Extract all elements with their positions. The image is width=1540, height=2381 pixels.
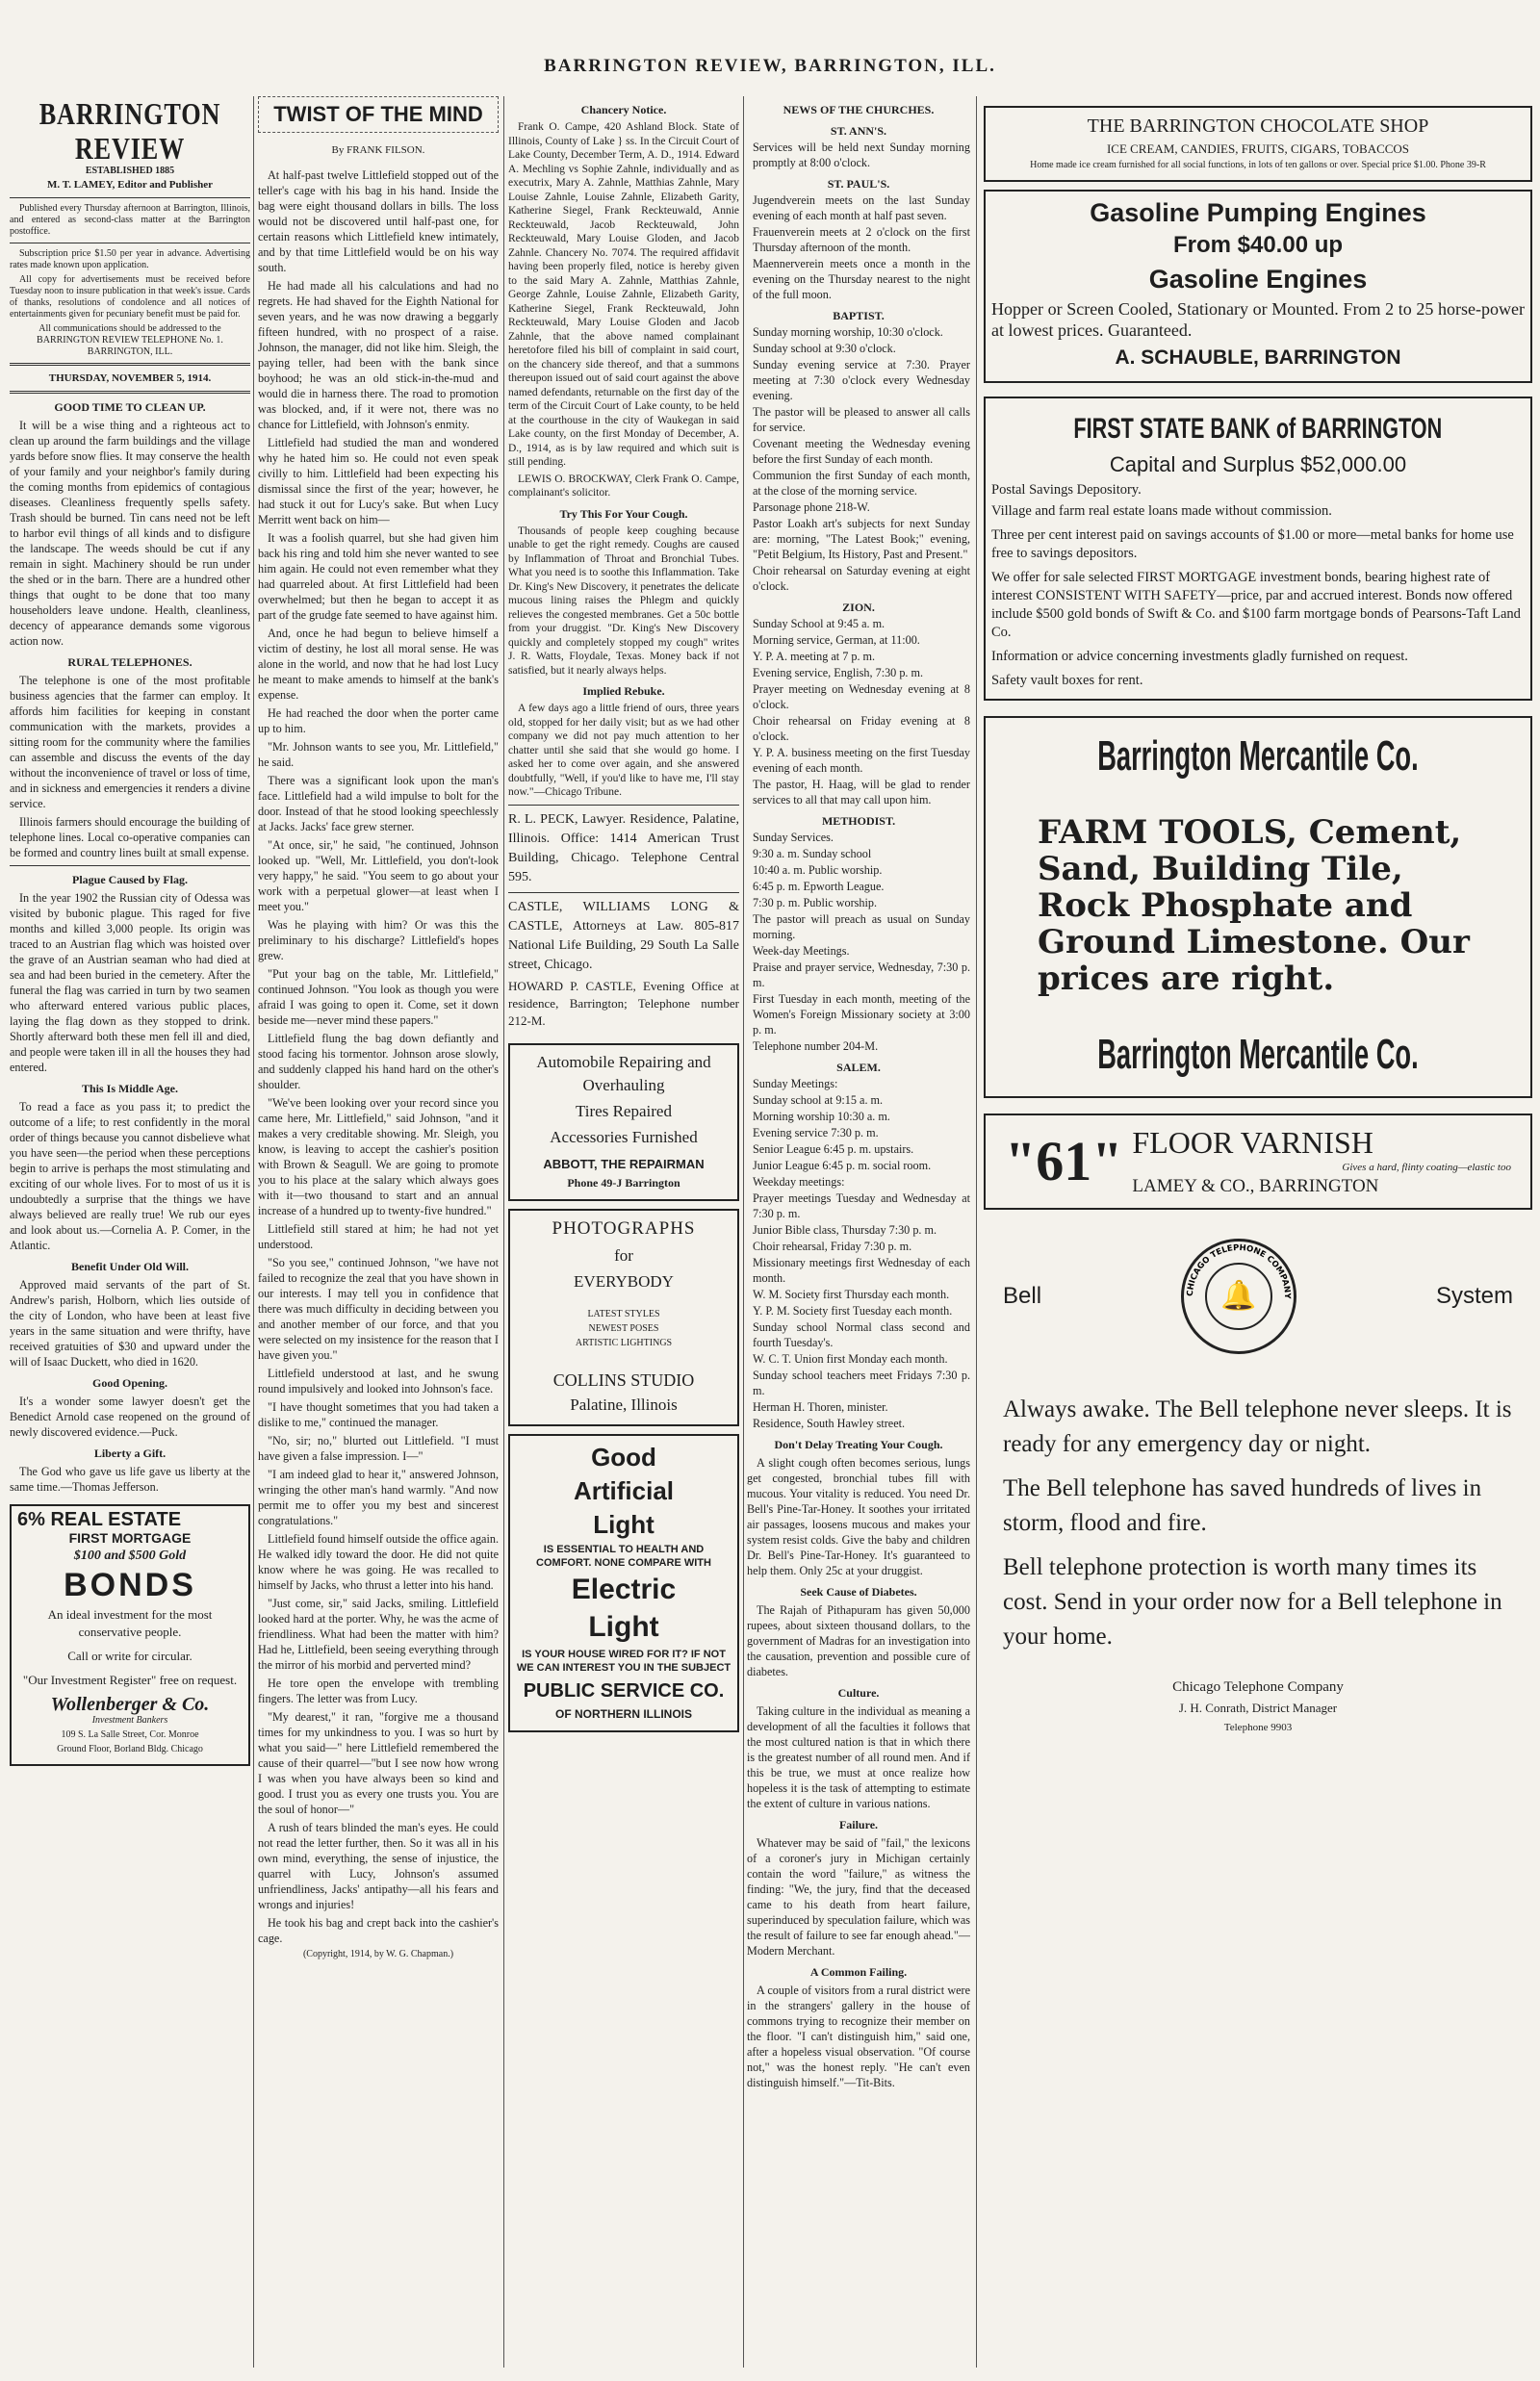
church-item: Frauenverein meets at 2 o'clock on the first Thursday afternoon of the month. (753, 225, 970, 254)
story-paragraph: He had reached the door when the porter came up to him. (258, 706, 499, 735)
bell-ad (984, 1229, 1532, 1735)
story-paragraph: There was a significant look upon the man's face. Littlefield had a wild impulse to bolt for the door. Instead of that he stood looking speechlessly at Jacks. Jacks' face grew sterner. (258, 774, 499, 833)
falling-text: A couple of visitors from a rural district were in the strangers' gallery in the house of commons trying to recognize their member on the floor. "I can't distinguish him," said one, after a hopeless visual observation. "Of course not," was the honest reply. "He can't even distinguish himself."—Tit-Bits. (747, 1984, 970, 2089)
church-item: Choir rehearsal on Saturday evening at eight o'clock. (753, 564, 970, 593)
church-item: The pastor, H. Haag, will be glad to render services to all that may call upon him. (753, 778, 970, 806)
middle-text: To read a face as you pass it; to predict the outcome of a life; to rest confidently in the moral order of things because you cannot disbelieve what you have seen—the period when these perceptions begin to arrive is perhaps the most stimulating and exciting of our whole lives. For to most of us it is undoubtedly a surprise that the things we have always believed are really true! We rub our eyes and look about us.—Cornelia A. P. Comer, in the Atlantic. (10, 1100, 250, 1252)
culture-heading: Culture. (837, 1686, 880, 1700)
rural-text: The telephone is one of the most profitable business agencies that the farmer can employ. It affords him facilities for keeping in constant communication with the markets, provides a sitting room for the community where the families can assemble and discuss the events of the day without the inconvenience of travel or loss of time, and in sickness and emergencies it renders a divine service. (10, 674, 250, 810)
story-byline: By FRANK FILSON. (331, 144, 425, 156)
story-copyright: (Copyright, 1914, by W. G. Chapman.) (302, 1949, 454, 1959)
bonds-address-2: Ground Floor, Borland Bldg. Chicago (57, 1744, 203, 1754)
rural-heading: RURAL TELEPHONES. (67, 655, 192, 669)
collins-line1: PHOTOGRAPHS (552, 1217, 696, 1239)
diabetes-heading: Seek Cause of Diabetes. (800, 1585, 917, 1599)
bonds-line6: Call or write for circular. (67, 1649, 192, 1663)
bonds-line7: "Our Investment Register" free on request. (22, 1673, 238, 1687)
bell-ring-text: CHICAGO TELEPHONE COMPANY (1185, 1242, 1293, 1299)
column-5 (984, 96, 1532, 2368)
church-item: Sunday school teachers meet Fridays 7:30 p. m. (753, 1369, 970, 1397)
story-paragraph: "No, sir; no," blurted out Littlefield. "I must have given a false impression. I—" (258, 1434, 499, 1463)
plague-text: In the year 1902 the Russian city of Odessa was visited by bubonic plague. This raged for five months and killed 3,000 people. Its origin was traced to an Austrian flag which was hoisted over the grave of an Austrian seaman who had died at sea and had been buried in the cemetery. After the funeral the flag was carried in turn by two seamen who afterward entered various public places, laying the flag down as they stopped to drink. Shortly afterward both these men fell ill and died, and people were taken ill in all the houses they had entered. (10, 891, 250, 1074)
merc-title-footer (999, 1030, 1517, 1080)
choc-sub: ICE CREAM, CANDIES, FRUITS, CIGARS, TOBACCOS (1106, 141, 1410, 156)
church-item: Sunday Services. (753, 831, 834, 844)
cleanup-heading: GOOD TIME TO CLEAN UP. (54, 400, 206, 414)
story-paragraph: "Mr. Johnson wants to see you, Mr. Littlefield," he said. (258, 740, 499, 769)
church-heading: METHODIST. (821, 814, 896, 828)
diabetes-text: The Rajah of Pithapuram has given 50,000 rupees, about sixteen thousand dollars, to the government of Madras for an investigation into the causation, prevention and possible cure of diabetes. (747, 1603, 970, 1678)
bonds-line4: BONDS (64, 1567, 196, 1603)
varnish-tag: Gives a hard, flinty coating—elastic too (1342, 1162, 1511, 1173)
light-line9: OF NORTHERN ILLINOIS (555, 1706, 692, 1721)
column-3 (508, 96, 739, 2368)
abbott-phone: Phone 49-J Barrington (567, 1175, 680, 1190)
opening-text: It's a wonder some lawyer doesn't get the Benedict Arnold case reopened on the ground of newly discovered evidence.—Puck. (10, 1395, 250, 1439)
church-item: Telephone number 204-M. (753, 1039, 879, 1053)
church-item: 10:40 a. m. Public worship. (753, 863, 883, 877)
bell-text3: Bell telephone protection is worth many times its cost. Send in your order now for a Bell telephone in your home. (1003, 1554, 1502, 1650)
church-item: 6:45 p. m. Epworth League. (753, 880, 885, 893)
chocolate-shop-ad (984, 106, 1532, 182)
story-paragraph: Littlefield flung the bag down defiantly and stood facing his tormentor. Johnson arose slowly, and suddenly clapped his hand hard on the other's shoulder. (258, 1032, 499, 1091)
church-heading: BAPTIST. (833, 309, 885, 322)
church-item: Evening service 7:30 p. m. (753, 1126, 879, 1139)
church-item: Week-day Meetings. (753, 944, 850, 958)
bank-p6: Safety vault boxes for rent. (991, 673, 1143, 688)
mercantile-ad (984, 716, 1532, 1098)
church-item: Weekday meetings: (753, 1175, 845, 1189)
story-paragraph: "So you see," continued Johnson, "we have not failed to recognize the zeal that you have shown in our interests. I may tell you in confidence that there was much difficulty in deciding between you and another member of our force, and that you were selected on my insistence for the reason that I have given you." (258, 1256, 499, 1362)
engine-line4: Hopper or Screen Cooled, Stationary or Mounted. From 2 to 25 horse-power at lowest prices. Guaranteed. (991, 299, 1525, 340)
collins-line4: LATEST STYLES (587, 1308, 660, 1319)
bank-p3: Three per cent interest paid on savings accounts of $1.00 or more—metal banks for home use free to savings depositors. (991, 527, 1514, 561)
story-title: TWIST OF THE MIND (273, 102, 483, 126)
merc-title (999, 731, 1517, 781)
bell-manager: J. H. Conrath, District Manager (1178, 1701, 1338, 1715)
light-line6: Light (588, 1610, 659, 1643)
church-item: Junior League 6:45 p. m. social room. (753, 1159, 932, 1172)
varnish-firm: LAMEY & CO., BARRINGTON (1132, 1176, 1379, 1196)
treat-text: A slight cough often becomes serious, lungs get congested, bronchial tubes fill with mucous. Your vitality is reduced. You need Dr. Bell's Pine-Tar-Honey. It soothes your irritated air passages, loosens mucous and makes your system resist colds. Give the baby and children Dr. Bell's Pine-Tar-Honey. It's guaranteed to help them. Only 25c at your druggist. (747, 1456, 970, 1577)
treat-heading: Don't Delay Treating Your Cough. (774, 1438, 943, 1451)
church-item: The pastor will be pleased to answer all calls for service. (753, 405, 970, 434)
church-item: Covenant meeting the Wednesday evening before the first Sunday of each month. (753, 437, 970, 466)
story-paragraph: He took his bag and crept back into the cashier's cage. (258, 1916, 499, 1945)
story-paragraph: Littlefield found himself outside the office again. He walked idly toward the door. He did not quite know where he was going. He was recalled to himself by Jacks, who thrust a letter into his hand. (258, 1532, 499, 1592)
collins-line5: NEWEST POSES (588, 1322, 659, 1334)
bell-text2: The Bell telephone has saved hundreds of lives in storm, flood and fire. (1003, 1475, 1482, 1536)
collins-ad (508, 1209, 739, 1426)
church-heading: ST. PAUL'S. (827, 177, 890, 191)
light-line2: Artificial (573, 1475, 675, 1505)
light-line4: IS ESSENTIAL TO HEALTH AND COMFORT. NONE COMPARE WITH (536, 1543, 711, 1569)
bank-p2: Village and farm real estate loans made without commission. (991, 503, 1332, 519)
bank-title (991, 410, 1525, 448)
bonds-address: 109 S. La Salle Street, Cor. Monroe (61, 1729, 199, 1740)
bonds-ad (10, 1504, 250, 1766)
church-item: Herman H. Thoren, minister. (753, 1400, 888, 1414)
bonds-line3: $100 and $500 Gold (73, 1549, 187, 1563)
rural-text-2: Illinois farmers should encourage the building of telephone lines. Local co-operative companies can be formed and country lines built at small expense. (10, 815, 250, 859)
light-line7: IS YOUR HOUSE WIRED FOR IT? IF NOT WE CAN INTEREST YOU IN THE SUBJECT (516, 1648, 732, 1674)
church-item: Sunday morning worship, 10:30 o'clock. (753, 325, 943, 339)
light-line8: PUBLIC SERVICE CO. (523, 1679, 725, 1702)
church-item: Senior League 6:45 p. m. upstairs. (753, 1142, 914, 1156)
rebuke-text: A few days ago a little friend of ours, three years old, stopped for her daily visit; but as we had other company we did not pay much attention to her chatter until she said that she would go home. I asked her to come over again, and she answered doubtfully, "Well, if you'd like to have me, I'll stay now."—Chicago Tribune. (508, 703, 739, 798)
story-paragraph: It was a foolish quarrel, but she had given him back his ring and told him she never wanted to see him again. He could not even remember what they had quarreled about. At first Littlefield had been overwhelmed; but then he began to accept it as part of the grudge fate seemed to have against him. (258, 531, 499, 622)
merc-title-footer-text: Barrington Mercantile Co. (1097, 1031, 1419, 1078)
church-item: Y. P. M. Society first Tuesday each month. (753, 1304, 953, 1318)
castle-ad: CASTLE, WILLIAMS LONG & CASTLE, Attorneys at Law. 805-817 National Life Building, 29 South La Salle street, Chicago. (508, 899, 739, 972)
abbott-line1: Automobile Repairing and Overhauling (536, 1052, 711, 1094)
story-paragraph: Littlefield understood at last, and he swung round impulsively and looked into Johnson's face. (258, 1367, 499, 1395)
bell-left: Bell (1003, 1283, 1042, 1309)
issue-date: THURSDAY, NOVEMBER 5, 1914. (48, 372, 212, 384)
bank-p5: Information or advice concerning investments gladly furnished on request. (991, 649, 1408, 664)
church-item: W. C. T. Union first Monday each month. (753, 1352, 948, 1366)
varnish-ad (984, 1114, 1532, 1210)
churches-heading: NEWS OF THE CHURCHES. (783, 103, 935, 116)
abbott-ad (508, 1043, 739, 1201)
bank-p1: Postal Savings Depository. (991, 482, 1142, 498)
column-rule (976, 96, 977, 2368)
column-rule (253, 96, 254, 2368)
falling-heading: A Common Failing. (809, 1965, 908, 1979)
church-item: Y. P. A. meeting at 7 p. m. (753, 650, 876, 663)
church-item: Sunday school at 9:30 o'clock. (753, 342, 896, 355)
church-item: Services will be held next Sunday morning promptly at 8:00 o'clock. (753, 141, 970, 169)
column-1 (10, 96, 250, 2368)
bell-icon: 🔔 (1205, 1263, 1272, 1330)
bell-text1: Always awake. The Bell telephone never sleeps. It is ready for any emergency day or night. (1003, 1396, 1512, 1457)
story-title-box (258, 96, 499, 133)
collins-line6: ARTISTIC LIGHTINGS (575, 1337, 673, 1348)
abbott-line3: Accessories Furnished (550, 1127, 698, 1146)
collins-name: COLLINS STUDIO (552, 1370, 695, 1390)
church-item: Choir rehearsal, Friday 7:30 p. m. (753, 1240, 912, 1253)
church-item: Prayer meetings Tuesday and Wednesday at 7:30 p. m. (753, 1191, 970, 1220)
bank-p4: We offer for sale selected FIRST MORTGAGE investment bonds, bearing highest rate of interest CONSISTENT WITH SAFETY—price, par and accrued interest. Bonds now offered include $500 gold bonds of Swift & Co. and $100 farm mortgage bonds of Pearsons-Taft Land Co. (991, 570, 1521, 640)
church-item: Communion the first Sunday of each month, at the close of the morning service. (753, 469, 970, 498)
church-item: Sunday school Normal class second and fourth Tuesday's. (753, 1320, 970, 1349)
bonds-firm-sub: Investment Bankers (91, 1715, 168, 1726)
bell-right: System (1435, 1283, 1513, 1309)
opening-heading: Good Opening. (91, 1376, 168, 1390)
svg-text:CHICAGO TELEPHONE COMPANY (1186, 1243, 1292, 1300)
church-item: Evening service, English, 7:30 p. m. (753, 666, 924, 679)
cleanup-text: It will be a wise thing and a righteous act to clean up around the farm buildings and the village yards before snow flies. It may conserve the health of your family and your neighbor's family during the coming months from epidemics of contagious diseases. Cleanliness frequently spells safety. Trash should be burned. Tin cans need not be left to harbor evil things of all kinds and to disfigure the landscape. The weeds should be cut if any remain in sight. Machinery should be run under the shed or in the barn. There are a hundred other things that ought to be done that too many householders leave undone. Health, cleanliness, decency of appearance demands some vigorous action now. (10, 419, 250, 648)
story-paragraph: "I have thought sometimes that you had taken a dislike to me," continued the manager. (258, 1400, 499, 1429)
story-body (258, 167, 499, 1946)
page-header: BARRINGTON REVIEW, BARRINGTON, ILL. (544, 56, 996, 76)
chancery-heading: Chancery Notice. (580, 103, 667, 116)
engine-line2: From $40.00 up (1172, 232, 1344, 258)
merc-body: FARM TOOLS, Cement, Sand, Building Tile, Rock Phosphate and Ground Limestone. Our prices are right. (1038, 813, 1470, 998)
story-paragraph: And, once he had begun to believe himself a victim of destiny, he lost all moral sense. He was alone in the world, and now that he had lost Lucy he meant to make amends to himself at the bank's expense. (258, 627, 499, 702)
bonds-line5: An ideal investment for the most conservative people. (47, 1607, 213, 1639)
church-heading: ST. ANN'S. (830, 124, 887, 138)
church-item: Sunday School at 9:45 a. m. (753, 617, 886, 630)
subscription-note: Subscription price $1.50 per year in advance. Advertising rates made known upon application. (10, 248, 250, 270)
column-2 (258, 96, 499, 2368)
engines-ad (984, 190, 1532, 383)
editor: M. T. LAMEY, Editor and Publisher (47, 179, 213, 191)
church-item: W. M. Society first Thursday each month. (753, 1288, 950, 1301)
varnish-title: FLOOR VARNISH (1132, 1125, 1373, 1160)
story-paragraph: Littlefield still stared at him; he had not yet understood. (258, 1222, 499, 1251)
column-rule (503, 96, 504, 2368)
bank-title-text: FIRST STATE BANK of BARRINGTON (1073, 413, 1443, 445)
masthead (10, 96, 250, 192)
church-item: Morning worship 10:30 a. m. (753, 1110, 890, 1123)
varnish-number: "61" (1005, 1130, 1123, 1192)
church-item: Jugendverein meets on the last Sunday evening of each month at half past seven. (753, 193, 970, 222)
church-item: Morning service, German, at 11:00. (753, 633, 920, 647)
bonds-line1: 6% REAL ESTATE (17, 1509, 182, 1530)
church-item: Sunday evening service at 7:30. Prayer meeting at 7:30 o'clock every Wednesday evening. (753, 358, 970, 402)
bank-capital: Capital and Surplus $52,000.00 (1109, 452, 1407, 476)
failure-heading: Failure. (838, 1818, 879, 1831)
liberty-heading: Liberty a Gift. (93, 1447, 167, 1460)
published-note: Published every Thursday afternoon at Barrington, Illinois, and entered as second-class matter at the Barrington postoffice. (10, 203, 250, 237)
cough-heading: Try This For Your Cough. (559, 506, 688, 521)
story-paragraph: "My dearest," it ran, "forgive me a thousand times for my unkindness to you. I was so hurt by what you said—" here Littlefield remembered the cause of their quarrel—"but I see now how wrong I was when you have always been so kind and good. I trust you as every one trusts you. You are the soul of honor—" (258, 1710, 499, 1816)
abbott-line2: Tires Repaired (576, 1101, 672, 1120)
abbott-name: ABBOTT, THE REPAIRMAN (543, 1156, 705, 1171)
bank-ad (984, 397, 1532, 701)
church-item: Y. P. A. business meeting on the first Tuesday evening of each month. (753, 746, 970, 775)
bonds-firm: Wollenberger & Co. (50, 1694, 210, 1715)
collins-line2: for (614, 1245, 633, 1265)
story-paragraph: Littlefield had studied the man and wondered why he hated him so. He could not even speak civilly to him. Littlefield had been expecting his dismissal since the first of the year; however, he had stuck it out for Lucy's sake. But when Lucy Merritt went back on him— (258, 436, 499, 526)
church-item: 7:30 p. m. Public worship. (753, 896, 877, 909)
church-item: Sunday school at 9:15 a. m. (753, 1093, 884, 1107)
story-paragraph: "At once, sir," he said, "he continued, Johnson looked up. "Well, Mr. Littlefield, you don't-look very happy," he said. "You seem to go about your work with a perpetual glower—at least when I meet you." (258, 838, 499, 913)
collins-place: Palatine, Illinois (570, 1395, 678, 1414)
church-item: Parsonage phone 218-W. (753, 500, 870, 514)
ad-copy-note: All copy for advertisements must be received before Tuesday noon to insure publication in that week's issue. Cards of thanks, resolutions of condolence and all notices of entertainments given for pecuniary benefit must be paid for. (10, 274, 250, 320)
bell-company: Chicago Telephone Company (1172, 1679, 1344, 1695)
story-paragraph: He had made all his calculations and had no regrets. He had shaved for the Eighth National for seven years, and he was now drawing a beggarly fifteen hundred, with no prospect of a raise. Johnson, the manager, did not like him. Sleigh, the paying teller, had been with the bank since boyhood; he was an old stick-in-the-mud and would die in harness there. The road to promotion was blocked, and, if it were not, there was no chance for Littlefield, with Johnson's enmity. (258, 279, 499, 431)
church-item: Sunday Meetings: (753, 1077, 838, 1090)
church-item: First Tuesday in each month, meeting of the Women's Foreign Missionary society at 3:00 p. m. (753, 992, 970, 1037)
chancery-sign: LEWIS O. BROCKWAY, Clerk Frank O. Campe, complainant's solicitor. (508, 473, 739, 499)
cough-text: Thousands of people keep coughing because unable to get the right remedy. Coughs are caused by Inflammation of Throat and Bronchial Tubes. What you need is to soothe this Inflammation. Take Dr. King's New Discovery, it penetrates the delicate mucous lining raises the Phlegm and quickly relieves the congested membranes. Get a 50c bottle from your druggist. "Dr. King's New Discovery quickly and completely stopped my cough" writes J. R. Watts, Floydale, Texas. Money back if not satisfied, but it nearly always helps. (508, 525, 739, 677)
masthead-title: BARRINGTON REVIEW (38, 96, 221, 166)
story-paragraph: "We've been looking over your record since you came here, Mr. Littlefield," said Johnson, "and it makes a very creditable showing. Mr. Sleigh, you know, is leaving to accept the cashier's position with Brown & Seagull. We are going to promote you to his place at the salary which always goes with it—two thousand to start and an annual increase of a hundred up to twenty-five hundred." (258, 1096, 499, 1217)
column-rule (743, 96, 744, 2368)
church-heading: ZION. (842, 601, 875, 614)
benefit-heading: Benefit Under Old Will. (70, 1260, 189, 1273)
rebuke-heading: Implied Rebuke. (582, 684, 665, 698)
collins-line3: EVERYBODY (574, 1271, 674, 1291)
failure-text: Whatever may be said of "fail," the lexicons of a coroner's jury in Michigan certainly contain the word "failure," as witness the finding: "We, the jury, find that the deceased came to his death from heart failure, superinduced by speculation failure, which was the result of failure to see far enough ahead."—Modern Merchant. (747, 1836, 970, 1958)
light-line3: Light (593, 1509, 654, 1539)
church-item: Missionary meetings first Wednesday of each month. (753, 1256, 970, 1285)
church-listings (747, 123, 970, 1431)
church-item: Choir rehearsal on Friday evening at 8 o'clock. (753, 714, 970, 743)
story-paragraph: Was he playing with him? Or was this the preliminary to his discharge? Littlefield's hopes grew. (258, 918, 499, 962)
column-4 (747, 96, 970, 2368)
choc-title: THE BARRINGTON CHOCOLATE SHOP (1087, 115, 1429, 137)
plague-heading: Plague Caused by Flag. (71, 873, 188, 886)
church-item: Junior Bible class, Thursday 7:30 p. m. (753, 1223, 937, 1237)
choc-small: Home made ice cream furnished for all social functions, in lots of ten gallons or over. Special price $1.00. Phone 39-R (1030, 160, 1486, 170)
church-item: Praise and prayer service, Wednesday, 7:30 p. m. (753, 960, 970, 989)
middle-heading: This Is Middle Age. (81, 1082, 179, 1095)
bell-ring-icon (1181, 1239, 1296, 1354)
church-item: Residence, South Hawley street. (753, 1417, 906, 1430)
engine-line3: Gasoline Engines (1148, 265, 1368, 294)
light-ad (508, 1434, 739, 1732)
culture-text: Taking culture in the individual as meaning a development of all the faculties it follows that the most cultured nation is that in which there is the greatest number of all round men. And if this be true, we must at once realize how hopeless it is the task of attempting to estimate the extent of culture in various nations. (747, 1704, 970, 1810)
bonds-line2: FIRST MORTGAGE (68, 1530, 192, 1546)
story-paragraph: A rush of tears blinded the man's eyes. He could not read the letter further, then. So it was all in his own mind, everything, the sense of injustice, the quarrel with Lucy, Johnson's assumed unfriendliness, Jacks' antipathy—all his fears and wrongs and injuries! (258, 1821, 499, 1911)
liberty-text: The God who gave us life gave us liberty at the same time.—Thomas Jefferson. (10, 1465, 250, 1494)
bell-logo (1181, 1239, 1296, 1354)
castle-ad-2: HOWARD P. CASTLE, Evening Office at residence, Barrington; Telephone number 212-M. (508, 978, 739, 1028)
merc-title-text: Barrington Mercantile Co. (1097, 732, 1419, 780)
story-paragraph: "Put your bag on the table, Mr. Littlefield," continued Johnson. "You look as though you were afraid I was going to open it. Come, set it down beside me—never mind these papers." (258, 967, 499, 1027)
bell-phone: Telephone 9903 (1223, 1722, 1293, 1733)
benefit-text: Approved maid servants of the part of St. Andrew's parish, Holborn, which lies outside of the city of London, who have been at least five years in the same situation and were thrifty, have received gratuities of $30 and upward under the will of Isaac Duckett, who died in 1620. (10, 1278, 250, 1369)
story-paragraph: "Just come, sir," said Jacks, smiling. Littlefield looked hard at the porter. Why, he was the acme of friendliness. What had been the matter with him? Had he, Littlefield, been seeing everything through the mirror of his morbid and perverted mind? (258, 1597, 499, 1672)
engine-line1: Gasoline Pumping Engines (1090, 198, 1426, 227)
chancery-text: Frank O. Campe, 420 Ashland Block. State of Illinois, County of Lake } ss. In the Circuit Court of Lake County, December Term, A. D., 1914. Edward A. Mechling vs Sophie Zahnle, individually and as executrix, Mary A. Zahnle, Matthias Zahnle, Mary Louise Zahnle, Louise Zahnle, Elizabeth Garity, Katherine Siegel, Frank Reckteuwald, Annie Reckteuwald, Jacob Reckteuwald, John Reckteuwald, Mary Louise Gloden, and Jacob Zahnle. Chancery No. 7074. The required affidavit having been properly filed, notice is hereby given to the said Mary A. Zahnle, Matthias Zahnle, George Zahnle, Louise Zahnle, Elizabeth Garity, Katherine Siegel, Frank Reckteuwald, John Reckteuwald, Mary Louise Gloden and Jacob Zahnle, that the above named complainant heretofore filed his bill of complaint in said court, on the chancery side thereof, and that a summons thereupon issued out of said court against the above named defendants, returnable on the first day of the term of the Circuit Court of Lake county, to be held at the courthouse in the city of Waukegan in said Lake county, on the first Monday of December, A. D., 1914, as is by law required and which suit is still pending. (508, 121, 739, 468)
story-paragraph: At half-past twelve Littlefield stopped out of the teller's cage with his bag in his hand. Inside the bag were eight thousand dollars in bills. The loss would not be discovered until half-past one, for certain reasons which Littlefield knew intimately, and by that time Littlefield would be on his way south. (258, 168, 499, 274)
church-item: Pastor Loakh art's subjects for next Sunday are: morning, "The Latest Book;" evening, "Petit Belgium, Its History, Past and Present." (753, 517, 970, 561)
church-item: 9:30 a. m. Sunday school (753, 847, 872, 860)
church-item: Prayer meeting on Wednesday evening at 8 o'clock. (753, 682, 970, 711)
story-paragraph: He tore open the envelope with trembling fingers. The letter was from Lucy. (258, 1677, 499, 1705)
church-item: Maennerverein meets once a month in the evening on the Thursday nearest to the night of the full moon. (753, 257, 970, 301)
story-paragraph: "I am indeed glad to hear it," answered Johnson, wringing the other man's hand warmly. "And now permit me to offer you my best and sincerest congratulations." (258, 1468, 499, 1527)
peck-ad: R. L. PECK, Lawyer. Residence, Palatine, Illinois. Office: 1414 American Trust Building, Chicago. Telephone Central 595. (508, 811, 739, 884)
light-line5: Electric (571, 1573, 677, 1605)
light-line1: Good (591, 1442, 656, 1472)
established: ESTABLISHED 1885 (85, 166, 175, 176)
communications-note: All communications should be addressed to the BARRINGTON REVIEW TELEPHONE No. 1. BARRINGTON, ILL. (37, 323, 223, 357)
church-heading: SALEM. (836, 1061, 881, 1074)
engine-name: A. SCHAUBLE, BARRINGTON (1115, 346, 1401, 369)
church-item: The pastor will preach as usual on Sunday morning. (753, 912, 970, 941)
